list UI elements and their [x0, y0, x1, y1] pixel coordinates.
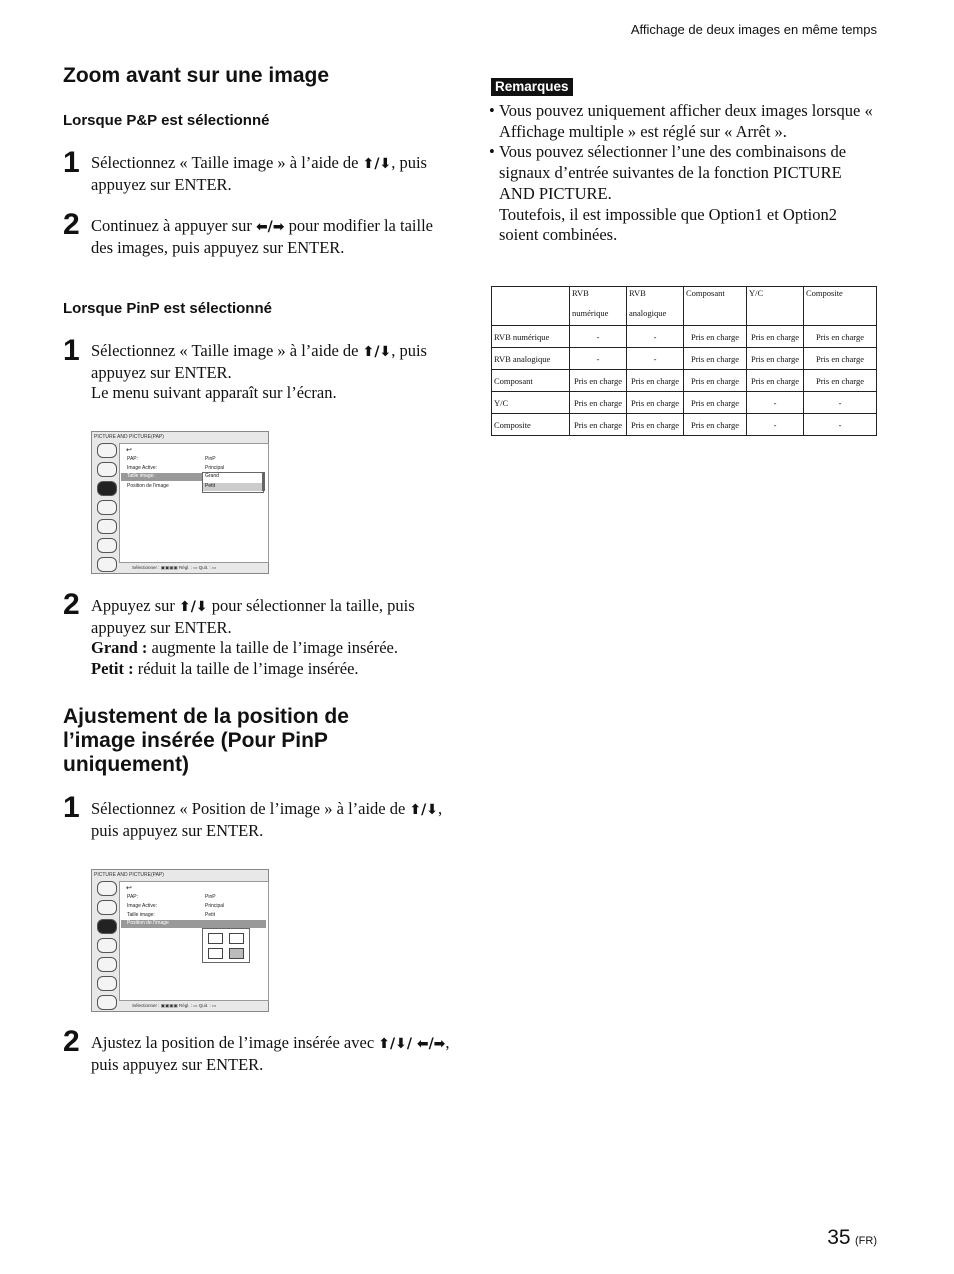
page-lang: (FR): [855, 1235, 877, 1247]
setup-icon: [97, 957, 117, 972]
screen-icon: [97, 500, 117, 515]
table-row-header: RVB analogique: [492, 348, 570, 370]
step-text: [91, 1033, 451, 1075]
osd-selected-row-fill: [202, 920, 266, 928]
osd-icon-column: [94, 443, 119, 576]
osd-icon-column: [94, 881, 119, 1014]
page-number: [827, 1226, 877, 1250]
table-row-header: RVB numérique: [492, 326, 570, 348]
up-down-arrow-icon: ⬆/⬇: [178, 599, 208, 615]
term-petit-desc: réduit la taille de l’image insérée.: [133, 658, 359, 678]
table-cell: -: [747, 392, 804, 414]
table-cell: Pris en charge: [684, 370, 747, 392]
osd-title: PICTURE AND PICTURE(PAP): [94, 434, 164, 440]
step-number: 1: [63, 146, 80, 179]
table-header-cell: Composite: [804, 287, 877, 326]
table-cell: -: [570, 326, 627, 348]
step-text-part: , puis appuyez sur ENTER.: [91, 153, 427, 194]
osd-row-label: PAP:: [127, 894, 139, 900]
step-text-part: Sélectionnez « Taille image » à l’aide de: [91, 341, 363, 360]
up-down-arrow-icon: ⬆/⬇: [409, 802, 439, 818]
section-title-line: Ajustement de la position de: [63, 705, 349, 728]
osd-menu-taille-image: [91, 431, 269, 574]
osd-row-value: Petit: [205, 912, 216, 918]
table-cell: -: [804, 392, 877, 414]
running-head: Affichage de deux images en même temps: [630, 22, 877, 37]
position-top-left-icon: [208, 933, 223, 944]
osd-row-label: PAP:: [127, 456, 139, 462]
table-cell: Pris en charge: [570, 392, 627, 414]
picture-icon: [97, 881, 117, 896]
table-header-cell: Composant: [684, 287, 747, 326]
step-text: [91, 153, 446, 195]
picture-icon: [97, 443, 117, 458]
step-number: 2: [63, 588, 80, 621]
direction-arrows-icon: ⬆/⬇/ ⬅/➡: [378, 1036, 446, 1052]
step-text-part: , puis appuyez sur ENTER.: [91, 341, 427, 382]
table-cell: Pris en charge: [804, 370, 877, 392]
table-cell: Pris en charge: [747, 370, 804, 392]
osd-dropdown: [202, 472, 264, 493]
osd-row-label: Image Active:: [127, 465, 158, 471]
table-row: [492, 326, 877, 348]
step-text: [91, 341, 446, 404]
section-title-line: l’image insérée (Pour PinP: [63, 729, 328, 752]
section-title-line: uniquement): [63, 753, 189, 776]
table-header-cell: RVB numérique: [570, 287, 627, 326]
osd-scrollbar: [262, 472, 265, 491]
step-text-part: Le menu suivant apparaît sur l’écran.: [91, 383, 337, 402]
step-text-part: , puis appuyez sur ENTER.: [91, 1033, 450, 1074]
step-number: 2: [63, 208, 80, 241]
section-title-position: [63, 705, 349, 777]
term-grand-desc: augmente la taille de l’image insérée.: [147, 638, 398, 657]
step-number: 2: [63, 1025, 80, 1058]
osd-panel: [119, 881, 269, 1001]
position-bottom-right-icon: [229, 948, 244, 959]
table-cell: Pris en charge: [684, 414, 747, 436]
step-text: [91, 216, 446, 258]
step-text-part: pour sélectionner la taille, puis appuyez sur ENTER.: [91, 596, 415, 637]
setup-icon: [97, 519, 117, 534]
table-cell: Pris en charge: [627, 414, 684, 436]
position-top-right-icon: [229, 933, 244, 944]
pap-icon: [97, 919, 117, 934]
osd-selected-row: Position de l'image: [121, 920, 207, 928]
table-cell: -: [570, 348, 627, 370]
table-cell: Pris en charge: [747, 326, 804, 348]
table-cell: -: [747, 414, 804, 436]
osd-row-label: Taille image:: [127, 912, 155, 918]
table-cell: -: [627, 348, 684, 370]
table-row: [492, 370, 877, 392]
table-row: [492, 348, 877, 370]
up-down-arrow-icon: ⬆/⬇: [362, 156, 392, 172]
table-cell: Pris en charge: [804, 348, 877, 370]
table-header-cell: [492, 287, 570, 326]
term-petit: Petit :: [91, 658, 134, 678]
table-cell: Pris en charge: [570, 414, 627, 436]
up-down-arrow-icon: ⬆/⬇: [362, 344, 392, 360]
osd-row-label: Image Active:: [127, 903, 158, 909]
step-text-part: Sélectionnez « Taille image » à l’aide de: [91, 153, 363, 172]
table-row-header: Composant: [492, 370, 570, 392]
compatibility-table: [491, 286, 877, 436]
signal-icon: [97, 462, 117, 477]
signal-icon: [97, 900, 117, 915]
table-cell: Pris en charge: [684, 348, 747, 370]
step-text-part: pour modifier la taille des images, puis appuyez sur ENTER.: [91, 216, 433, 257]
table-cell: Pris en charge: [804, 326, 877, 348]
note-item: • Vous pouvez sélectionner l’une des combinaisons de signaux d’entrée suivantes de la fonction PICTURE AND PICTURE.: [489, 142, 879, 204]
osd-footer: Sélectionner : ▣▣▣▣ Régl. : ▭ Quit. : ▭: [132, 565, 217, 570]
osd-row-value: Principal: [205, 903, 225, 909]
return-icon: ↩: [126, 447, 132, 454]
table-row: [492, 392, 877, 414]
table-header-cell: Y/C: [747, 287, 804, 326]
note-item: • Vous pouvez uniquement afficher deux images lorsque « Affichage multiple » est réglé sur « Arrêt ».: [489, 101, 879, 142]
osd-title: PICTURE AND PICTURE(PAP): [94, 872, 164, 878]
step-number: 1: [63, 334, 80, 367]
position-grid: [202, 928, 250, 963]
osd-row-label: Position de l'image: [127, 483, 169, 489]
step-text-part: Appuyez sur: [91, 596, 179, 615]
option-icon: [97, 557, 117, 572]
position-bottom-left-icon: [208, 948, 223, 959]
notes-list: [489, 101, 879, 246]
subsection-title-pinp: Lorsque PinP est sélectionné: [63, 300, 272, 317]
page-number-value: 35: [827, 1226, 851, 1249]
clock-icon: [97, 538, 117, 553]
osd-row-value: PinP: [205, 894, 216, 900]
table-row: [492, 414, 877, 436]
table-cell: -: [627, 326, 684, 348]
option-icon: [97, 995, 117, 1010]
pap-icon: [97, 481, 117, 496]
return-icon: ↩: [126, 885, 132, 892]
step-text-part: Sélectionnez « Position de l’image » à l’aide de: [91, 799, 410, 818]
step-text: [91, 596, 451, 679]
osd-selected-row: Taille image:: [121, 473, 207, 481]
table-cell: Pris en charge: [570, 370, 627, 392]
table-row-header: Composite: [492, 414, 570, 436]
step-text: [91, 799, 446, 841]
osd-panel: [119, 443, 269, 563]
table-cell: -: [804, 414, 877, 436]
step-text-part: Continuez à appuyer sur: [91, 216, 256, 235]
left-right-arrow-icon: ⬅/➡: [255, 219, 285, 235]
table-cell: Pris en charge: [684, 392, 747, 414]
osd-menu-position-image: [91, 869, 269, 1012]
clock-icon: [97, 976, 117, 991]
table-cell: Pris en charge: [627, 370, 684, 392]
table-cell: Pris en charge: [684, 326, 747, 348]
table-cell: Pris en charge: [627, 392, 684, 414]
table-cell: Pris en charge: [747, 348, 804, 370]
osd-row-value: Principal: [205, 465, 225, 471]
notes-label: Remarques: [491, 78, 573, 96]
osd-option: Grand: [203, 473, 263, 481]
section-title-zoom: Zoom avant sur une image: [63, 64, 330, 87]
table-row-header: Y/C: [492, 392, 570, 414]
osd-row-value: PinP: [205, 456, 216, 462]
osd-option-selected: Petit: [203, 483, 263, 491]
step-text-part: , puis appuyez sur ENTER.: [91, 799, 443, 840]
term-grand: Grand :: [91, 638, 148, 657]
osd-footer: Sélectionner : ▣▣▣▣ Régl. : ▭ Quit. : ▭: [132, 1003, 217, 1008]
note-item-cont: Toutefois, il est impossible que Option1 et Option2 soient combinées.: [499, 204, 837, 245]
screen-icon: [97, 938, 117, 953]
subsection-title-pap: Lorsque P&P est sélectionné: [63, 112, 270, 129]
step-number: 1: [63, 791, 80, 824]
table-header-row: [492, 287, 877, 326]
table-header-cell: RVB analogique: [627, 287, 684, 326]
step-text-part: Ajustez la position de l’image insérée avec: [91, 1033, 379, 1052]
